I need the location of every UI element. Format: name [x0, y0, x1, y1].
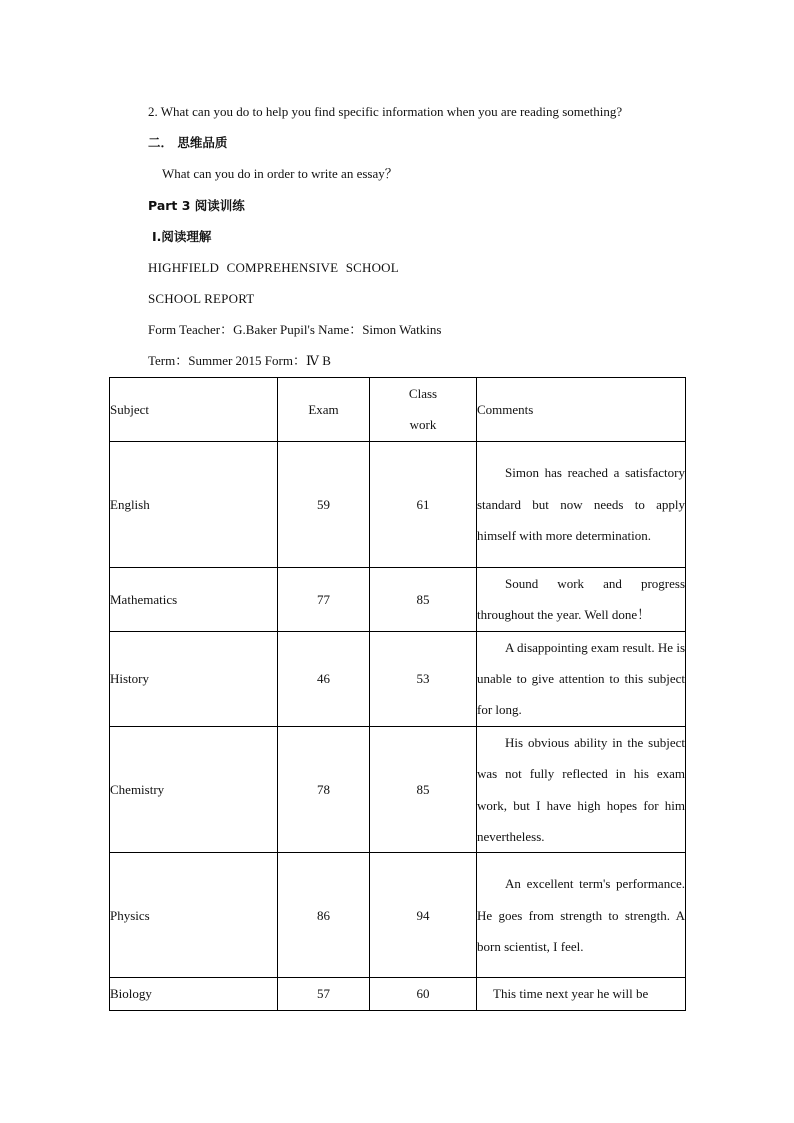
table-row	[110, 978, 686, 1010]
class-work-cell: 85	[370, 567, 477, 631]
header-class-work: Class work	[370, 378, 477, 442]
part3-heading: Part 3 阅读训练	[148, 198, 245, 213]
report-title: SCHOOL REPORT	[148, 291, 255, 306]
subject-cell: Biology	[110, 978, 278, 1010]
exam-cell: 59	[278, 441, 370, 567]
class-work-cell: 53	[370, 631, 477, 726]
comment-cell	[477, 978, 686, 1010]
essay-question: What can you do in order to write an essay？	[162, 166, 398, 181]
comment-text: His obvious ability in the subject was not fully reflected in his exam work, but I have high hopes for him nevertheless.	[477, 734, 685, 845]
exam-cell: 46	[278, 631, 370, 726]
comment-cell	[477, 441, 686, 567]
header-subject: Subject	[110, 378, 278, 442]
subject-cell: Mathematics	[110, 567, 278, 631]
table-row	[110, 441, 686, 567]
table-row	[110, 567, 686, 631]
section-heading-thinking: 二． 思维品质	[148, 135, 228, 150]
school-report-table	[109, 377, 686, 1011]
table-row	[110, 726, 686, 853]
class-work-cell: 61	[370, 441, 477, 567]
comment-text: Sound work and progress throughout the year. Well done！	[477, 575, 685, 623]
header-comments: Comments	[477, 378, 686, 442]
table-header-row	[110, 378, 686, 442]
exam-cell: 86	[278, 853, 370, 978]
school-name: HIGHFIELD COMPREHENSIVE SCHOOL	[148, 260, 399, 275]
class-work-cell: 85	[370, 726, 477, 853]
subject-cell: English	[110, 441, 278, 567]
comment-cell	[477, 631, 686, 726]
comment-cell	[477, 567, 686, 631]
comment-text: A disappointing exam result. He is unable to give attention to this subject for long.	[477, 639, 685, 718]
comment-text: This time next year he will be	[493, 986, 649, 1002]
subject-cell: History	[110, 631, 278, 726]
comment-text: An excellent term's performance. He goes from strength to strength. A born scientist, I feel.	[477, 876, 685, 955]
reading-comprehension-heading: Ⅰ.阅读理解	[152, 229, 212, 244]
table-row	[110, 853, 686, 978]
subject-cell: Physics	[110, 853, 278, 978]
question-2: 2. What can you do to help you find specific information when you are reading something?	[148, 104, 623, 119]
subject-cell: Chemistry	[110, 726, 278, 853]
exam-cell: 57	[278, 978, 370, 1010]
exam-cell: 78	[278, 726, 370, 853]
exam-cell: 77	[278, 567, 370, 631]
comment-text: Simon has reached a satisfactory standard but now needs to apply himself with more determination.	[477, 465, 685, 544]
class-work-cell: 60	[370, 978, 477, 1010]
teacher-pupil-line: Form Teacher：G.Baker Pupil's Name：Simon Watkins	[148, 322, 442, 337]
term-form-line: Term：Summer 2015 Form：Ⅳ B	[148, 353, 331, 368]
class-work-cell: 94	[370, 853, 477, 978]
table-row	[110, 631, 686, 726]
comment-cell	[477, 726, 686, 853]
header-exam: Exam	[278, 378, 370, 442]
comment-cell	[477, 853, 686, 978]
